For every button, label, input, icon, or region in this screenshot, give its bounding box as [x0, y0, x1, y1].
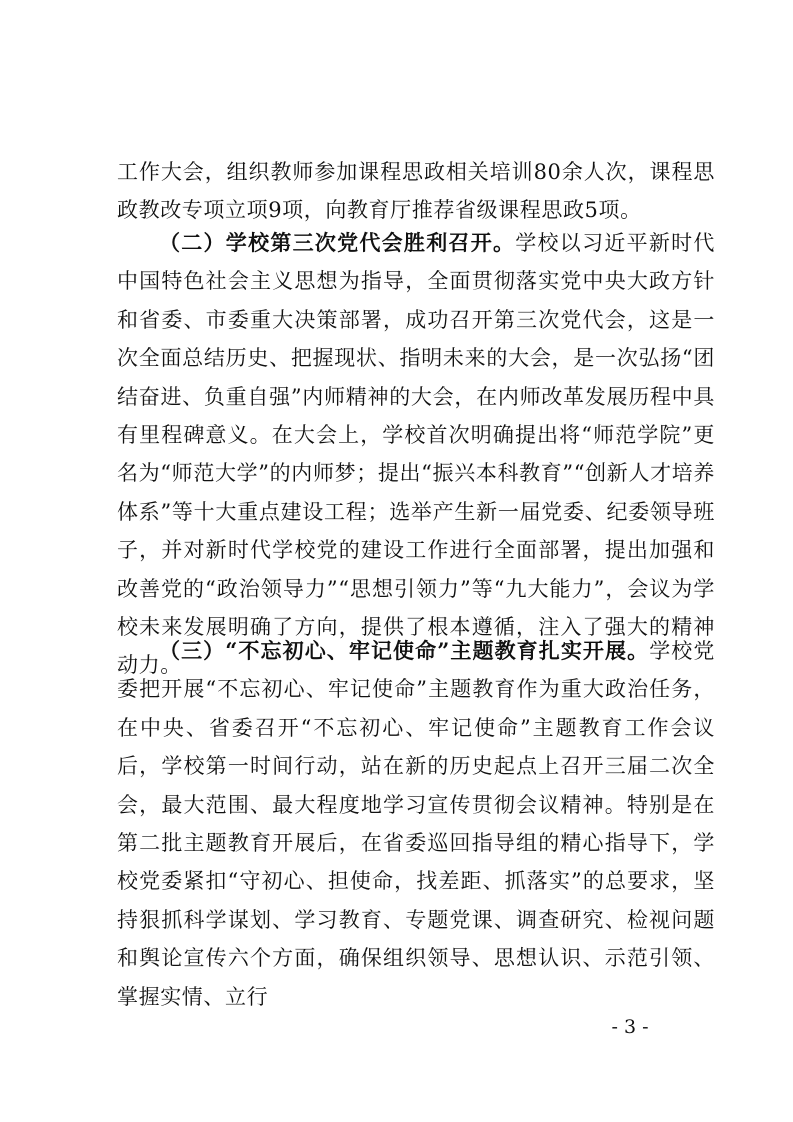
section-heading: （二）学校第三次党代会胜利召开。	[159, 230, 516, 255]
paragraph-continuation	[117, 153, 715, 230]
paragraph-party-congress	[117, 224, 715, 685]
paragraph-text: 工作大会，组织教师参加课程思政相关培训80余人次，课程思政教改专项立项9项，向教育厅推荐省级课程思政5项。	[117, 160, 715, 223]
paragraph-text: 学校党委把开展“不忘初心、牢记使命”主题教育作为重大政治任务，在中央、省委召开“不忘初心、牢记使命”主题教育工作会议后，学校第一时间行动，站在新的历史起点上召开三届二次全会，最大范围、最大程度地学习宣传贯彻会议精神。特别是在第二批主题教育开展后，在省委巡回指导组的精心指导下，学校党委紧扣“守初心、担使命，找差距、抓落实”的总要求，坚持狠抓科学谋划、学习教育、专题党课、调查研究、检视问题和舆论宣传六个方面，确保组织领导、思想认识、示范引领、掌握实情、立行	[117, 639, 715, 1009]
paragraph-text: 学校以习近平新时代中国特色社会主义思想为指导，全面贯彻落实党中央大政方针和省委、市委重大决策部署，成功召开第三次党代会，这是一次全面总结历史、把握现状、指明未来的大会，是一次弘扬“团结奋进、负重自强”内师精神的大会，在内师改革发展历程中具有里程碑意义。在大会上，学校首次明确提出将“师范学院”更名为“师范大学”的内师梦；提出“振兴本科教育”“创新人才培养体系”等十大重点建设工程；选举产生新一届党委、纪委领导班子，并对新时代学校党的建设工作进行全面部署，提出加强和改善党的“政治领导力”“思想引领力”等“九大能力”，会议为学校未来发展明确了方向，提供了根本遵循，注入了强大的精神动力。	[117, 231, 715, 678]
section-heading: （三）“不忘初心、牢记使命”主题教育扎实开展。	[159, 638, 650, 663]
page-number: - 3 -	[611, 1016, 649, 1038]
paragraph-theme-education	[117, 632, 715, 1016]
